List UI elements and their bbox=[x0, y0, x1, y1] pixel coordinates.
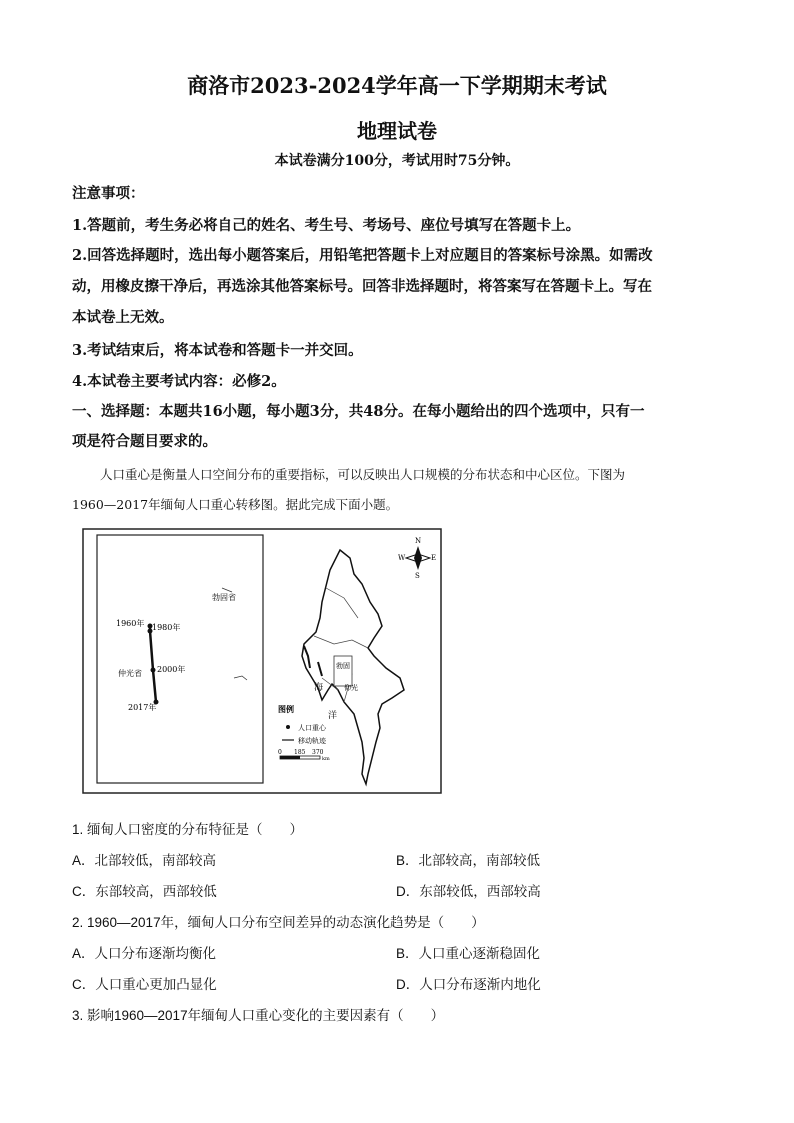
year-2017: 2017年 bbox=[128, 703, 157, 712]
legend-center-dot bbox=[286, 725, 290, 729]
population-center-map bbox=[82, 528, 442, 794]
year-1960: 1960年 bbox=[116, 619, 145, 628]
legend-title: 图例 bbox=[278, 704, 294, 714]
intro-line-2: 1960—2017年缅甸人口重心转移图。据此完成下面小题。 bbox=[72, 497, 399, 512]
question-2-option-d: D．人口分布逐渐内地化 bbox=[396, 977, 541, 992]
label-ocean: 洋 bbox=[328, 711, 338, 721]
note-4: 4.本试卷主要考试内容：必修2。 bbox=[72, 373, 286, 390]
question-1-option-c: C．东部较高，西部较低 bbox=[72, 884, 217, 899]
question-1-option-b: B．北部较高，南部较低 bbox=[396, 853, 541, 868]
legend-track: 移动轨迹 bbox=[298, 737, 326, 745]
year-1980: 1980年 bbox=[152, 623, 181, 632]
notes-heading: 注意事项： bbox=[72, 185, 145, 202]
year-2000: 2000年 bbox=[157, 665, 186, 674]
question-1-option-d: D．东部较低，西部较高 bbox=[396, 884, 541, 899]
note-3: 3.考试结束后，将本试卷和答题卡一并交回。 bbox=[72, 342, 363, 359]
question-2-option-c: C．人口重心更加凸显化 bbox=[72, 977, 217, 992]
note-2-line-2: 动，用橡皮擦干净后，再选涂其他答案标号。回答非选择题时，将答案写在答题卡上。写在 bbox=[72, 278, 652, 295]
scale-bar-fill bbox=[280, 756, 300, 759]
scale-unit: km bbox=[322, 756, 330, 762]
section-heading-line-1: 一、选择题：本题共16小题，每小题3分，共48分。在每小题给出的四个选项中，只有一 bbox=[72, 403, 645, 420]
question-2-stem: 2. 1960—2017年，缅甸人口分布空间差异的动态演化趋势是（ ） bbox=[72, 915, 485, 930]
exam-info: 本试卷满分100分，考试用时75分钟。 bbox=[274, 153, 520, 169]
label-city-2: 仰光 bbox=[344, 684, 358, 692]
question-1-option-a: A．北部较低，南部较高 bbox=[72, 853, 217, 868]
note-2-line-3: 本试卷上无效。 bbox=[72, 309, 174, 326]
question-2-option-b: B．人口重心逐渐稳固化 bbox=[396, 946, 541, 961]
inset-locator bbox=[334, 656, 352, 686]
label-city-1: 勃固 bbox=[336, 662, 350, 670]
section-heading-line-2: 项是符合题目要求的。 bbox=[72, 433, 217, 450]
question-3-stem: 3. 影响1960—2017年缅甸人口重心变化的主要因素有（ ） bbox=[72, 1008, 445, 1023]
question-2-option-a: A．人口分布逐渐均衡化 bbox=[72, 946, 217, 961]
question-1-stem: 1. 缅甸人口密度的分布特征是（ ） bbox=[72, 822, 304, 837]
scale-0: 0 bbox=[278, 749, 282, 756]
center-2000 bbox=[151, 668, 156, 673]
compass-n: N bbox=[415, 537, 422, 545]
compass-w: W bbox=[398, 554, 406, 562]
inset-frame bbox=[97, 535, 263, 783]
label-province-w: 仲光省 bbox=[118, 669, 142, 678]
compass-s: S bbox=[415, 572, 420, 580]
exam-subject: 地理试卷 bbox=[357, 119, 437, 143]
scale-370: 370 bbox=[312, 749, 324, 756]
compass-e: E bbox=[431, 554, 437, 562]
exam-title: 商洛市2023-2024学年高一下学期期末考试 bbox=[187, 73, 607, 98]
note-1: 1.答题前，考生务必将自己的姓名、考生号、考场号、座位号填写在答题卡上。 bbox=[72, 217, 581, 234]
label-province-ne: 勃固省 bbox=[212, 593, 236, 602]
legend-center: 人口重心 bbox=[298, 724, 326, 732]
note-2-line-1: 2.回答选择题时，选出每小题答案后，用铅笔把答题卡上对应题目的答案标号涂黑。如需改 bbox=[72, 247, 653, 264]
intro-line-1: 人口重心是衡量人口空间分布的重要指标，可以反映出人口规模的分布状态和中心区位。下图为 bbox=[100, 467, 626, 482]
scale-185: 185 bbox=[294, 749, 306, 756]
label-sea: 海 bbox=[314, 683, 324, 693]
